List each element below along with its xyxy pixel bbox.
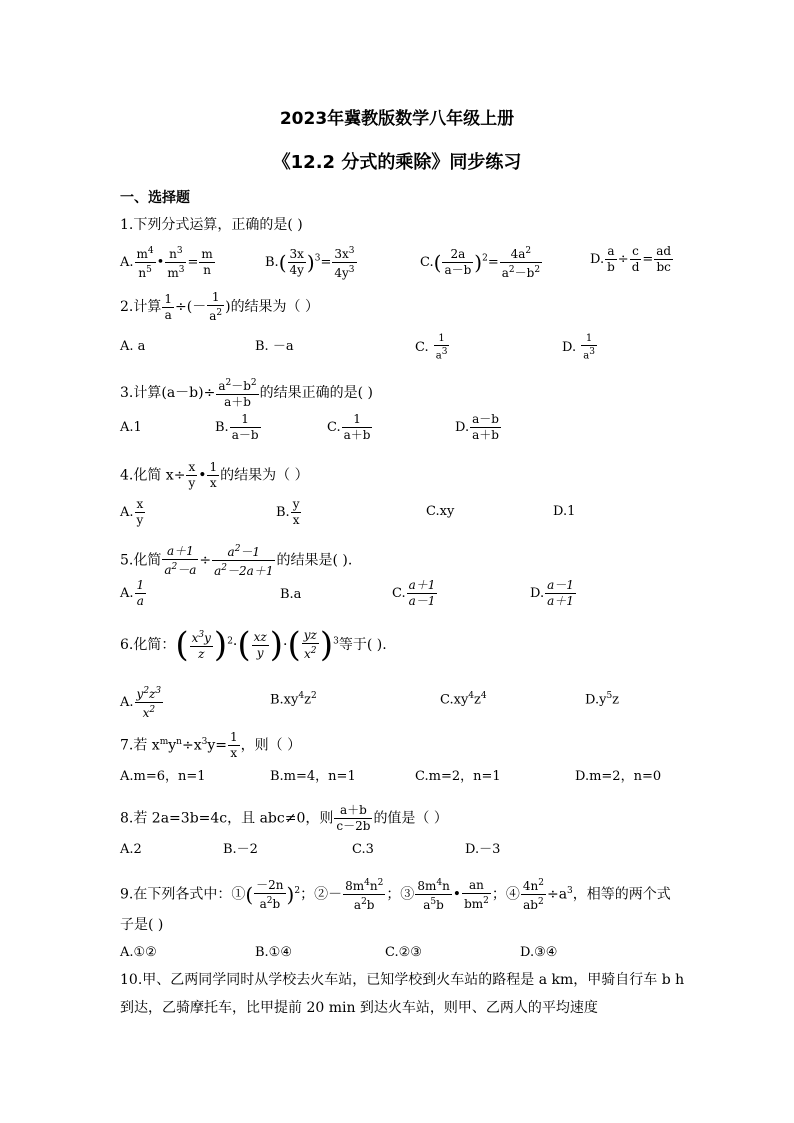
question-9-stem-cont: 子是( ) <box>120 917 164 933</box>
question-10-stem: 10.甲、乙两同学同时从学校去火车站，已知学校到火车站的路程是 a km，甲骑自行车 b h 到达，乙骑摩托车，比甲提前 20 min 到达火车站，则甲、乙两人的平均速度 <box>120 972 685 1016</box>
q1-option-b: B.( $\frac{3x}{4y}$ )$^3$= $\frac{3x^3}{4y^3}$ <box>265 246 355 280</box>
q4-option-d: D.1 <box>553 504 576 519</box>
q2-option-d: D. $\frac{1}{a^3}$ <box>562 333 595 362</box>
q1-option-d: D. $\frac{a}{b}$ ÷ $\frac{c}{d}$ = $\frac{ad}{bc}$ <box>590 244 672 274</box>
q3-option-c: C. $\frac{1}{a+b}$ <box>327 412 371 442</box>
q6-option-a: A. $\frac{y^2z^3}{x^2}$ <box>120 686 162 720</box>
q7-option-a: A.m=6，n=1 <box>120 769 206 784</box>
question-4-stem: 4.化简 x÷ $\frac{x}{y}$ • $\frac{1}{x}$ 的结果为（ ） <box>120 460 309 490</box>
q6-option-c: $C.xy^4z^4$ <box>440 691 487 708</box>
q5-option-d: D. $\frac{a-1}{a+1}$ <box>530 578 574 608</box>
q5-option-b: B.a <box>280 587 302 602</box>
question-8-stem: 8.若 2a=3b=4c，且 abc≠0，则 $\frac{a+b}{c-2b}$ 的值是（ ） <box>120 803 448 833</box>
q8-option-a: A.2 <box>120 842 142 857</box>
q6-option-b: $B.xy^4z^2$ <box>270 691 317 708</box>
q3-option-a: A.1 <box>120 420 142 435</box>
q4-option-a: A. $\frac{x}{y}$ <box>120 497 144 527</box>
q7-option-c: C.m=2，n=1 <box>415 769 501 784</box>
q2-option-c: C. $\frac{1}{a^3}$ <box>415 333 448 362</box>
q2-option-b: B. －a <box>255 339 294 354</box>
q8-option-d: D.－3 <box>465 842 501 857</box>
question-3-stem: 3.计算(a－b)÷ $\frac{a^2-b^2}{a+b}$ 的结果正确的是( ) <box>120 378 374 409</box>
page-title: 2023年冀教版数学八年级上册 <box>279 109 515 129</box>
q7-option-b: B.m=4，n=1 <box>270 769 356 784</box>
q7-option-d: D.m=2，n=0 <box>575 769 662 784</box>
q4-option-b: B. $\frac{y}{x}$ <box>276 497 300 527</box>
question-1-stem: 1.下列分式运算，正确的是( ) <box>120 217 303 233</box>
q1-option-c: C.( $\frac{2a}{a-b}$ )$^2$= $\frac{4a^2}{a^2-b^2}$ <box>420 246 541 280</box>
q5-option-a: A. $\frac{1}{a}$ <box>120 578 145 608</box>
question-7-stem: 7.若 $x^my^n\div x^3y=$ $\frac{1}{x}$ ，则（ ） <box>120 730 302 760</box>
section-heading: 一、选择题 <box>120 190 190 206</box>
question-9-stem: 9.在下列各式中：①( $\frac{-2n}{a^2b}$ )$^2$；②－ $\frac{8m^4n^2}{a^2b}$ ；③ $\frac{8m^4n}{a^5b}$ • $\frac{an}{bm^2}$ ；④ $\frac{4n^2}{ab^2}$ $\div a^3$，相等的两个式 <box>120 877 671 912</box>
q3-option-d: D. $\frac{a-b}{a+b}$ <box>455 412 499 442</box>
question-2-stem: 2.计算 $\frac{1}{a}$ ÷(－ $\frac{1}{a^2}$ )的结果为（ ） <box>120 290 320 323</box>
q6-option-d: $D.y^5z$ <box>585 691 620 708</box>
q8-option-c: C.3 <box>352 842 374 857</box>
q5-option-c: C. $\frac{a+1}{a-1}$ <box>392 578 436 608</box>
q3-option-b: B. $\frac{1}{a-b}$ <box>215 412 259 442</box>
page-subtitle: 《12.2 分式的乘除》同步练习 <box>272 152 522 173</box>
q2-option-a: A. a <box>120 339 146 354</box>
q9-option-d: D.③④ <box>520 945 558 960</box>
q9-option-a: A.①② <box>120 945 157 960</box>
q1-option-a: A. $\frac{m^4}{n^5}$ • $\frac{n^3}{m^3}$ = $\frac{m}{n}$ <box>120 246 213 280</box>
q9-option-c: C.②③ <box>385 945 422 960</box>
question-5-stem: 5.化简 $\frac{a+1}{a^2-a}$ ÷ $\frac{a^2-1}{a^2-2a+1}$ 的结果是( ). <box>120 543 353 578</box>
q8-option-b: B.－2 <box>223 842 258 857</box>
q9-option-b: B.①④ <box>255 945 292 960</box>
q4-option-c: C.xy <box>426 504 455 519</box>
question-6-stem: 6.化简：( $\frac{x^3y}{z}$ )$^2$·( $\frac{xz}{y}$ )·( $\frac{yz}{x^2}$ )$^3$等于( ). <box>120 625 387 665</box>
